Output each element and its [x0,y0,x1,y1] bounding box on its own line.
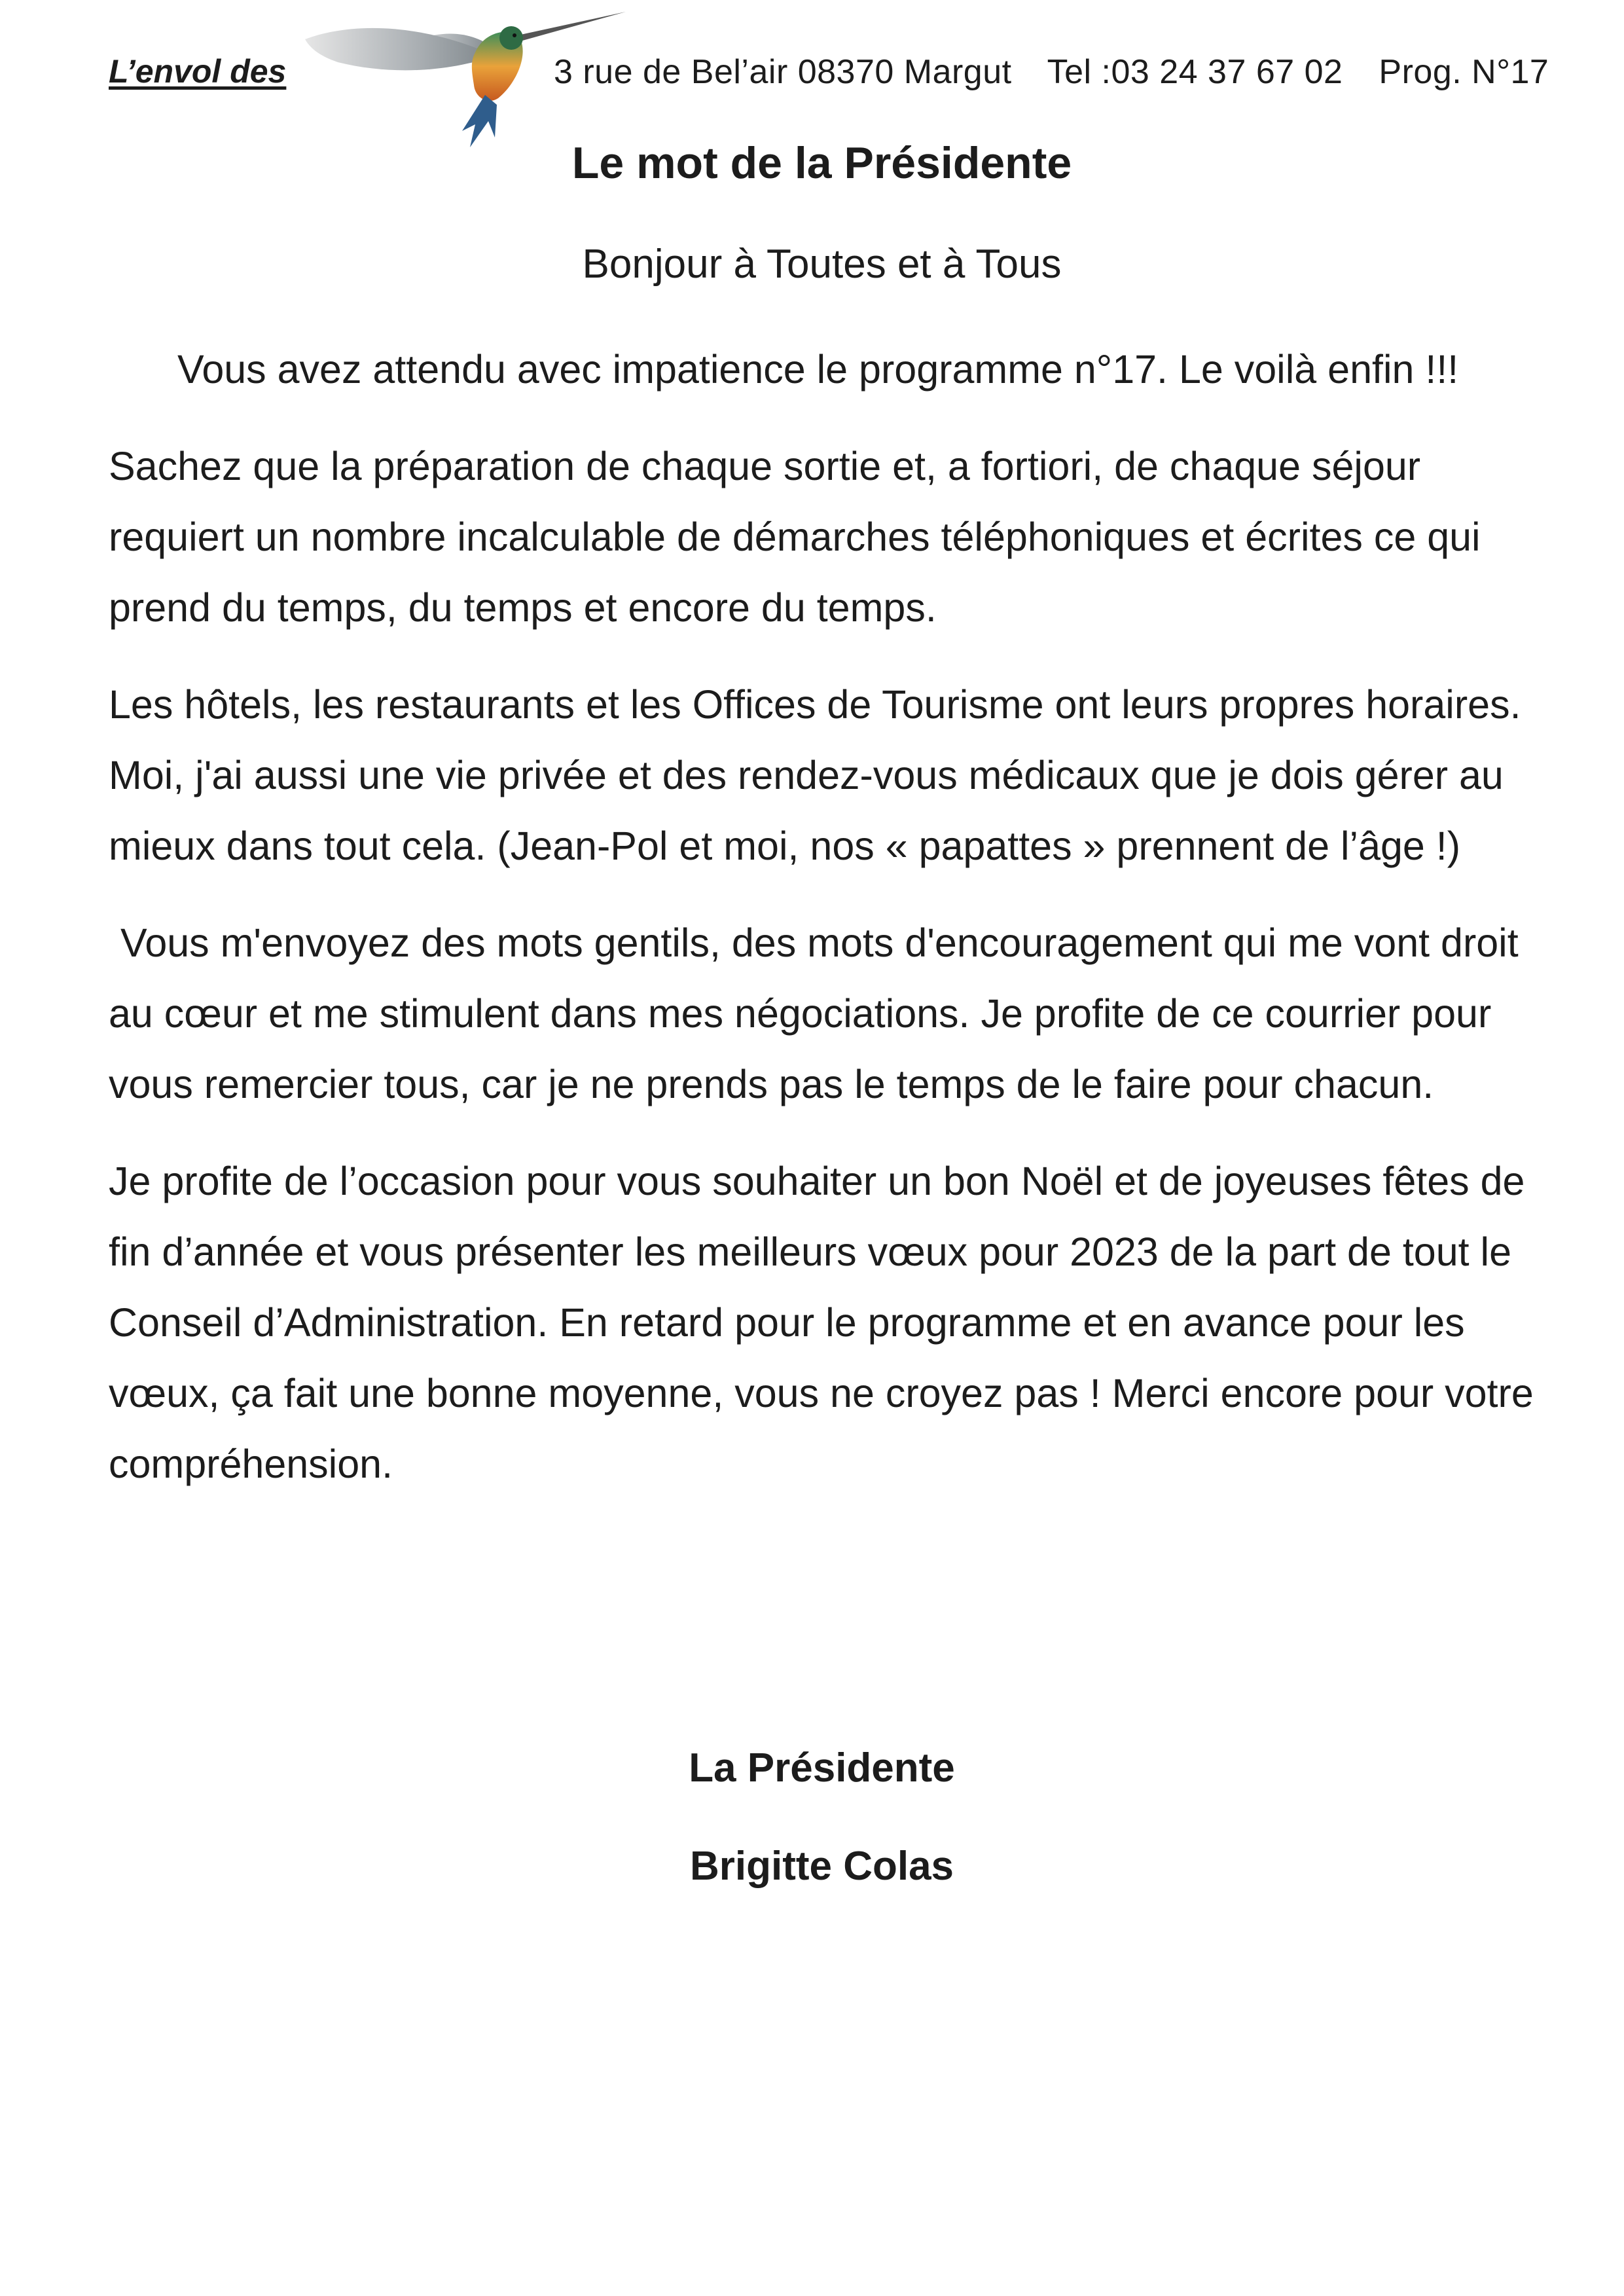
phone-text: Tel :03 24 37 67 02 [1047,53,1343,91]
letter-title: Le mot de la Présidente [571,138,1072,188]
signature-name: Brigitte Colas [689,1844,954,1889]
paragraph: Vous avez attendu avec impatience le programme n°17. Le voilà enfin !!! [177,347,1459,392]
contact-info [554,52,1549,92]
signature-title: La Présidente [689,1745,955,1791]
letterhead [109,39,1549,144]
paragraph: Les hôtels, les restaurants et les Offices de Tourisme ont leurs propres horaires. Moi, j'ai aussi une vie privée et des rendez-vous médicaux que je dois gérer au mieux dans tout cela. (Jean-Pol et moi, nos « papattes » prennent de l’âge !) [109,682,1521,868]
paragraph: Sachez que la préparation de chaque sortie et, a fortiori, de chaque séjour requiert un nombre incalculable de démarches téléphoniques et écrites ce qui prend du temps, du temps et encore du temps. [109,444,1481,630]
organization-name: L’envol des [109,53,287,90]
program-number: Prog. N°17 [1379,53,1549,91]
greeting: Bonjour à Toutes et à Tous [582,242,1062,287]
paragraph: Vous m'envoyez des mots gentils, des mots d'encouragement qui me vont droit au cœur et me stimulent dans mes négociations. Je profite de ce courrier pour vous remercier tous, car je ne prends pas le temps de le faire pour chacun. [109,920,1519,1106]
letter-body [109,334,1549,1525]
paragraph: Je profite de l’occasion pour vous souhaiter un bon Noël et de joyeuses fêtes de fin d’année et vous présenter les meilleurs vœux pour 2023 de la part de tout le Conseil d’Administration. En retard pour le programme et en avance pour les vœux, ça fait une bonne moyenne, vous ne croyez pas ! Merci encore pour votre compréhension. [109,1159,1534,1486]
address-text: 3 rue de Bel’air 08370 Margut [554,53,1012,91]
